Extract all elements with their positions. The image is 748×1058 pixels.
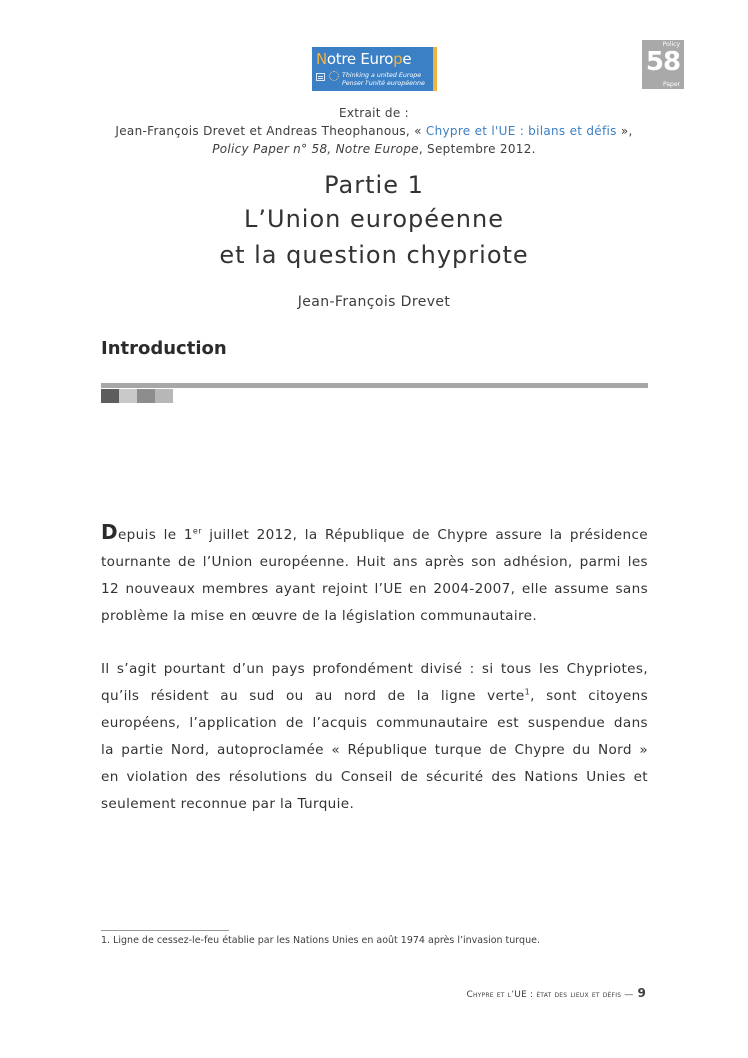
extract-citation: Jean-François Drevet et Andreas Theophanous, « Chypre et l'UE : bilans et défis », <box>115 124 633 138</box>
author-name: Jean-François Drevet <box>297 294 451 310</box>
text-line: seulement reconnue par la Turquie. <box>101 796 355 812</box>
text-line: la partie Nord, autoproclamée « République turque de Chypre du Nord » <box>101 742 648 758</box>
decor-square <box>155 389 173 403</box>
text-line: tournante de l’Union européenne. Huit ans après son adhésion, parmi les <box>101 554 648 570</box>
extract-label: Extrait de : <box>339 106 409 120</box>
section-divider <box>101 383 648 388</box>
extract-source: Policy Paper n° 58, Notre Europe, Septembre 2012. <box>212 142 536 156</box>
part-title-line-2: et la question chypriote <box>219 241 529 269</box>
logo-flag-icon <box>316 73 325 81</box>
policy-paper-badge <box>642 40 684 89</box>
footnote-text: 1. Ligne de cessez-le-feu établie par les Nations Unies en août 1974 après l’invasion turque. <box>101 935 540 946</box>
page-footer <box>466 986 646 1000</box>
badge-paper-label: Paper <box>663 81 680 88</box>
logo-tagline-en: Thinking a united Europe <box>342 72 422 79</box>
decor-square <box>119 389 137 403</box>
notre-europe-logo <box>312 47 437 91</box>
decor-square <box>101 389 119 403</box>
logo-tagline-fr: Penser l'unité européenne <box>342 80 425 87</box>
page-number: 9 <box>637 986 646 1000</box>
text-line: qu’ils résident au sud ou au nord de la ligne verte$^1$, sont citoyens <box>101 687 648 704</box>
publication-link[interactable]: Chypre et l'UE : bilans et défis <box>425 124 617 138</box>
text-line: en violation des résolutions du Conseil de sécurité des Nations Unies et <box>101 769 648 785</box>
badge-number: 58 <box>645 47 681 77</box>
eu-stars-icon <box>329 71 339 81</box>
footnote-divider <box>101 930 229 931</box>
section-heading: Introduction <box>101 338 227 359</box>
part-number: Partie 1 <box>324 171 424 199</box>
text-line: 12 nouveaux membres ayant rejoint l’UE en 2004-2007, elle assume sans <box>101 581 648 597</box>
text-line: européens, l’application de l’acquis communautaire est suspendue dans <box>101 715 648 731</box>
text-line: Il s’agit pourtant d’un pays profondément divisé : si tous les Chypriotes, <box>101 661 648 677</box>
footnote-ref[interactable]: 1 <box>524 687 531 697</box>
part-title-line-1: L’Union européenne <box>244 205 504 233</box>
paragraph-2 <box>101 656 648 818</box>
running-title: Chypre et l’UE : état des lieux et défis — <box>466 990 634 1000</box>
text-line: problème la mise en œuvre de la législation communautaire. <box>101 608 537 624</box>
logo-wordmark: Notre Europe <box>316 50 412 68</box>
drop-cap: D <box>101 520 118 544</box>
decor-square <box>137 389 155 403</box>
text-line: Depuis le 1er juillet 2012, la République de Chypre assure la présidence <box>101 520 648 544</box>
paragraph-1 <box>101 522 648 630</box>
badge-policy-label: Policy <box>662 41 680 48</box>
